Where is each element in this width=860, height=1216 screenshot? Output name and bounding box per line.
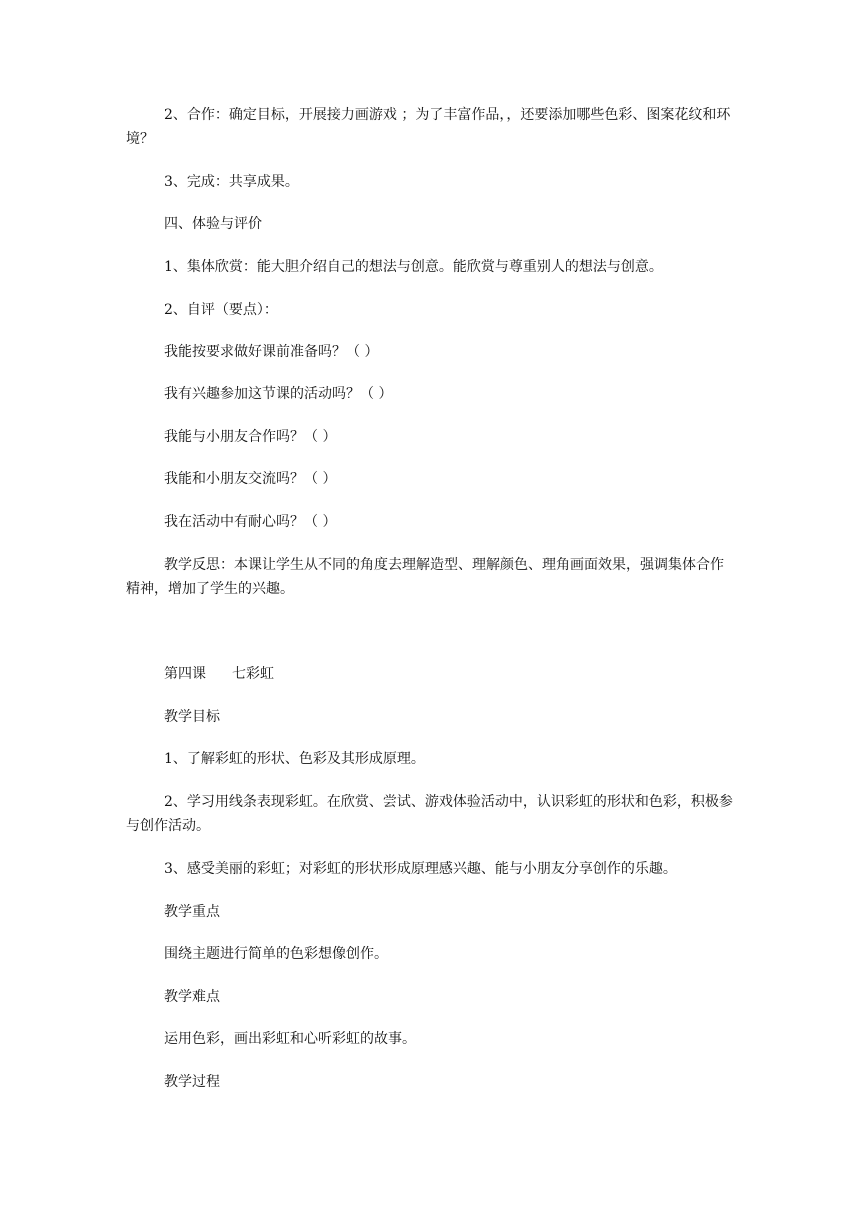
lesson-title xyxy=(126,662,734,686)
lesson-name: 七彩虹 xyxy=(232,666,274,682)
checklist-item-interest: 我有兴趣参加这节课的活动吗？（ ） xyxy=(164,386,393,402)
heading-teaching-difficulty: 教学难点 xyxy=(164,989,220,1005)
goal-item-1: 1、了解彩虹的形状、色彩及其形成原理。 xyxy=(164,751,425,767)
teaching-difficulty-text: 运用色彩，画出彩虹和心听彩虹的故事。 xyxy=(164,1031,416,1047)
goal-item-2: 2、学习用线条表现彩虹。在欣赏、尝试、游戏体验活动中，认识彩虹的形状和色彩，积极参与创作活动。 xyxy=(126,794,733,834)
paragraph-teaching-reflection: 教学反思：本课让学生从不同的角度去理解造型、理解颜色、理角画面效果，强调集体合作精神，增加了学生的兴趣。 xyxy=(126,557,724,597)
heading-teaching-process: 教学过程 xyxy=(164,1074,220,1090)
checklist-item-cooperation: 我能与小朋友合作吗？（ ） xyxy=(164,429,337,445)
checklist-item-communication: 我能和小朋友交流吗？（ ） xyxy=(164,471,337,487)
checklist-item-patience: 我在活动中有耐心吗？（ ） xyxy=(164,514,337,530)
lesson-number: 第四课 xyxy=(164,666,206,682)
heading-teaching-goals: 教学目标 xyxy=(164,709,220,725)
paragraph-self-evaluation: 2、自评（要点）： xyxy=(164,302,278,318)
paragraph-collective-appreciation: 1、集体欣赏：能大胆介绍自己的想法与创意。能欣赏与尊重别人的想法与创意。 xyxy=(164,259,663,275)
checklist-item-preparation: 我能按要求做好课前准备吗？（ ） xyxy=(164,344,379,360)
paragraph-completion: 3、完成：共享成果。 xyxy=(164,174,299,190)
section-heading-evaluation: 四、体验与评价 xyxy=(164,216,262,232)
heading-teaching-focus: 教学重点 xyxy=(164,904,220,920)
teaching-focus-text: 围绕主题进行简单的色彩想像创作。 xyxy=(164,946,388,962)
paragraph-cooperation: 2、合作：确定目标，开展接力画游戏 ；为了丰富作品，，还要添加哪些色彩、图案花纹和环境？ xyxy=(126,107,731,147)
goal-item-3: 3、感受美丽的彩虹；对彩虹的形状形成原理感兴趣、能与小朋友分享创作的乐趣。 xyxy=(164,861,677,877)
